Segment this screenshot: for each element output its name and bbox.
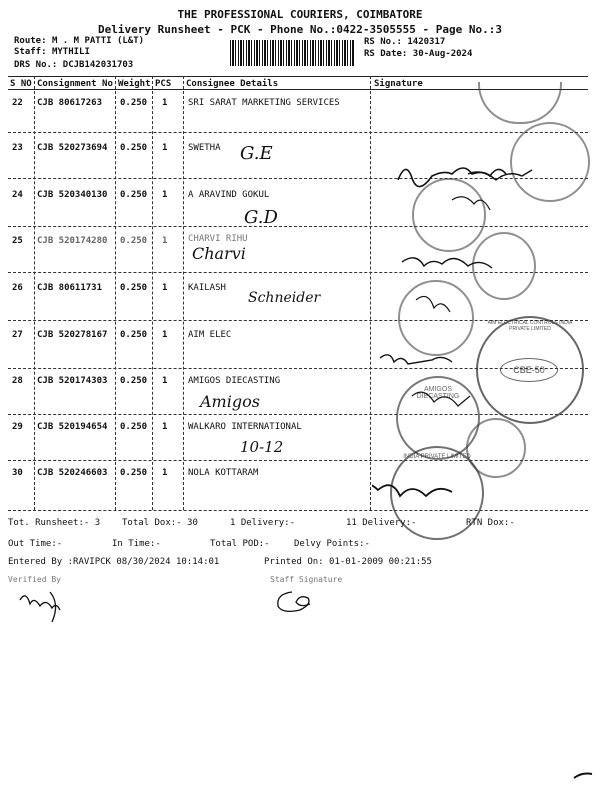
row-consignment: CJB 520174303 [37, 376, 108, 386]
row-sno: 28 [12, 376, 23, 386]
delvy-points: Delvy Points:- [294, 539, 370, 549]
rtn-dox: RTN Dox:- [466, 518, 515, 528]
row-pcs: 1 [162, 98, 168, 108]
total-dox: Total Dox:- 30 [122, 518, 198, 528]
col-divider [370, 76, 371, 510]
total-pod: Total POD:- [210, 539, 270, 549]
row-pcs: 1 [162, 376, 168, 386]
rs-date-label: RS Date: [364, 49, 408, 59]
row-weight: 0.250 [120, 330, 148, 340]
col-header-pcs: PCS [155, 79, 172, 89]
row-weight: 0.250 [120, 422, 148, 432]
handwritten-note: Amigos [200, 392, 260, 411]
route-label: Route: [14, 36, 47, 46]
row-sno: 23 [12, 143, 23, 153]
staff-row [14, 47, 90, 57]
col-header-weight: Weight [118, 79, 151, 89]
col-header-sno: S NO [10, 79, 32, 89]
row-consignment: CJB 80617263 [37, 98, 103, 108]
signatures-overlay [372, 140, 600, 520]
row-consignment: CJB 80611731 [37, 283, 103, 293]
row-consignee: KAILASH [188, 283, 226, 293]
row-pcs: 1 [162, 468, 168, 478]
verifier-signature [12, 586, 72, 630]
rs-no-value: 1420317 [407, 37, 446, 47]
row-consignment: CJB 520340130 [37, 190, 108, 200]
row-consignee: AMIGOS DIECASTING [188, 376, 281, 386]
rs-date-value: 30-Aug-2024 [412, 49, 473, 59]
row-sno: 24 [12, 190, 23, 200]
handwritten-note: G.D [244, 207, 278, 228]
row-pcs: 1 [162, 283, 168, 293]
row-sno: 29 [12, 422, 23, 432]
row-weight: 0.250 [120, 376, 148, 386]
row-consignee: A ARAVIND GOKUL [188, 190, 270, 200]
row-consignee: SRI SARAT MARKETING SERVICES [188, 98, 340, 108]
drs-label: DRS No.: [14, 60, 58, 70]
route-value: M . M PATTI (L&T) [51, 36, 145, 46]
printed-on: Printed On: 01-01-2009 00:21:55 [264, 557, 432, 567]
row-weight: 0.250 [120, 98, 148, 108]
row-sno: 25 [12, 236, 23, 246]
ii-delivery-count: 11 Delivery:- [346, 518, 417, 528]
row-sno: 27 [12, 330, 23, 340]
row-pcs: 1 [162, 236, 168, 246]
tot-runsheet: Tot. Runsheet:- 3 [8, 518, 101, 528]
row-consignee: CHARVI RIHU [188, 234, 248, 244]
in-time: In Time:- [112, 539, 161, 549]
handwritten-note: G.E [240, 143, 273, 164]
row-weight: 0.250 [120, 236, 148, 246]
row-weight: 0.250 [120, 143, 148, 153]
row-pcs: 1 [162, 422, 168, 432]
handwritten-note: 10-12 [240, 438, 284, 456]
col-divider [115, 76, 116, 510]
runsheet-subtitle: Delivery Runsheet - PCK - Phone No.:0422-3505555 - Page No.:3 [98, 23, 502, 36]
handwritten-note: Charvi [192, 244, 246, 263]
staff-signature-label: Staff Signature [270, 575, 343, 584]
row-pcs: 1 [162, 143, 168, 153]
rs-no-label: RS No.: [364, 37, 402, 47]
row-consignment: CJB 520278167 [37, 330, 108, 340]
row-consignee: WALKARO INTERNATIONAL [188, 422, 302, 432]
row-weight: 0.250 [120, 283, 148, 293]
row-pcs: 1 [162, 190, 168, 200]
staff-signature [270, 588, 320, 618]
row-divider [8, 132, 588, 133]
row-sno: 22 [12, 98, 23, 108]
row-consignee: SWETHA [188, 143, 221, 153]
rs-no-row [364, 37, 445, 47]
out-time: Out Time:- [8, 539, 63, 549]
row-consignee: AIM ELEC [188, 330, 232, 340]
rs-date-row [364, 49, 472, 59]
col-divider [152, 76, 153, 510]
row-sno: 30 [12, 468, 23, 478]
route-row [14, 36, 144, 46]
scan-mark [572, 768, 596, 782]
row-consignment: CJB 520194654 [37, 422, 108, 432]
handwritten-note: Schneider [248, 290, 321, 306]
row-weight: 0.250 [120, 190, 148, 200]
company-title: THE PROFESSIONAL COURIERS, COIMBATORE [177, 8, 423, 21]
drs-value: DCJB142031703 [62, 60, 134, 70]
row-pcs: 1 [162, 330, 168, 340]
row-weight: 0.250 [120, 468, 148, 478]
delivery-count: 1 Delivery:- [230, 518, 296, 528]
staff-value: MYTHILI [51, 47, 90, 57]
stamp [478, 82, 562, 124]
stamp-text: AIM ELECTRICAL CONTROLS INDIA PRIVATE LIMITED [487, 320, 573, 332]
drs-row [14, 60, 133, 70]
col-header-signature: Signature [374, 79, 423, 89]
col-divider [183, 76, 184, 510]
table-top-rule [8, 76, 588, 77]
staff-label: Staff: [14, 47, 47, 57]
col-header-consignment: Consignment No [37, 79, 113, 89]
row-consignment: CJB 520246603 [37, 468, 108, 478]
row-sno: 26 [12, 283, 23, 293]
row-consignment: CJB 520273694 [37, 143, 108, 153]
entered-by: Entered By :RAVIPCK 08/30/2024 10:14:01 [8, 557, 220, 567]
row-consignee: NOLA KOTTARAM [188, 468, 259, 478]
stamp-code: CBE-50 [500, 358, 558, 382]
col-header-consignee: Consignee Details [186, 79, 279, 89]
stamp-text: INDIA PRIVATE LIMITED [403, 454, 471, 460]
stamp-text: AMIGOS DIECASTING [416, 386, 460, 400]
barcode [230, 40, 355, 66]
row-consignment: CJB 520174280 [37, 236, 108, 246]
verified-by: Verified By [8, 575, 61, 584]
col-divider [34, 76, 35, 510]
